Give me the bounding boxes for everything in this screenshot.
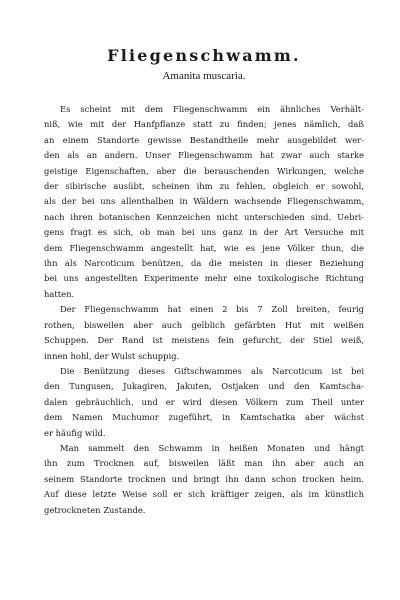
text-line: ihn als Narcoticum benützen, da die meisten in dieser Beziehung — [44, 258, 364, 269]
text-line: an einem Standorte gewisse Bestandtheile mehr ausgebildet wer- — [44, 134, 364, 145]
text-line: dem Namen Muchumor zugeführt, in Kamtschatka aber wächst — [44, 412, 364, 423]
text-line: der sibirische ausübt, scheinen ihm zu fehlen, obgleich er sowohl, — [44, 181, 364, 192]
text-line: hatten. — [44, 288, 75, 299]
text-line: dalen gebräuchlich, und er wird diesen Völkern zum Theil unter — [44, 396, 364, 407]
text-line: nach ihren botanischen Kennzeichen nicht unterschieden sind. Uebri- — [44, 211, 364, 222]
text-line: getrockneten Zustande. — [44, 504, 146, 515]
text-line: den als an andern. Unser Fliegenschwamm hat zwar auch starke — [44, 150, 364, 161]
text-line: er häufig wild. — [44, 427, 106, 438]
text-line: Schuppen. Der Rand ist meistens fein gefurcht, der Stiel weiß, — [44, 335, 364, 346]
text-line: den Tungusen, Jukagiren, Jakuten, Ostjaken und den Kamtscha- — [44, 381, 364, 392]
text-line: als der bei uns allenthalben in Wäldern wachsende Fliegenschwamm, — [44, 196, 364, 207]
paragraph-1 — [44, 102, 364, 302]
text-line: Man sammelt den Schwamm in heißen Monaten und hängt — [60, 442, 364, 453]
text-line: Auf diese letzte Weise soll er sich kräftiger zeigen, als im künstlich — [44, 489, 364, 500]
text-line: Es scheint mit dem Fliegenschwamm ein ähnliches Verhält- — [60, 104, 364, 114]
text-line: ihn zum Trocknen auf, bisweilen läßt man ihn aber auch an — [44, 458, 364, 469]
text-line: innen hohl, der Wulst schuppig. — [44, 350, 180, 361]
text-line: rothen, bisweilen aber auch gelblich gefärbten Hut mit weißen — [44, 319, 364, 330]
page-title: Fliegenschwamm. — [107, 46, 301, 65]
paragraph-4 — [44, 441, 364, 518]
text-line: dem Fliegenschwamm angestellt hat, wie es jene Völker thun, die — [44, 242, 364, 253]
text-line: Der Fliegenschwamm hat einen 2 bis 7 Zoll breiten, feurig — [60, 304, 364, 315]
text-line: geistige Eigenschaften, aber die berauschenden Wirkungen, welche — [44, 165, 364, 176]
paragraph-2 — [44, 302, 364, 364]
document-page — [44, 0, 364, 600]
page-subtitle: Amanita muscaria. — [162, 70, 246, 82]
body-text — [44, 102, 364, 518]
text-line: seinem Standorte trocknen und bringt ihn dann schon trocken heim. — [44, 473, 364, 484]
paragraph-3 — [44, 364, 364, 441]
text-line: bei uns angestellten Experimente mehr eine toxikologische Richtung — [44, 273, 364, 284]
text-line: niß, wie mit der Hanfpflanze statt zu finden; jenes nämlich, daß — [44, 119, 364, 130]
text-line: Die Benützung dieses Giftschwammes als Narcoticum ist bei — [60, 365, 364, 376]
text-line: gens fragt es sich, ob man bei uns ganz in der Art Versuche mit — [44, 227, 364, 238]
